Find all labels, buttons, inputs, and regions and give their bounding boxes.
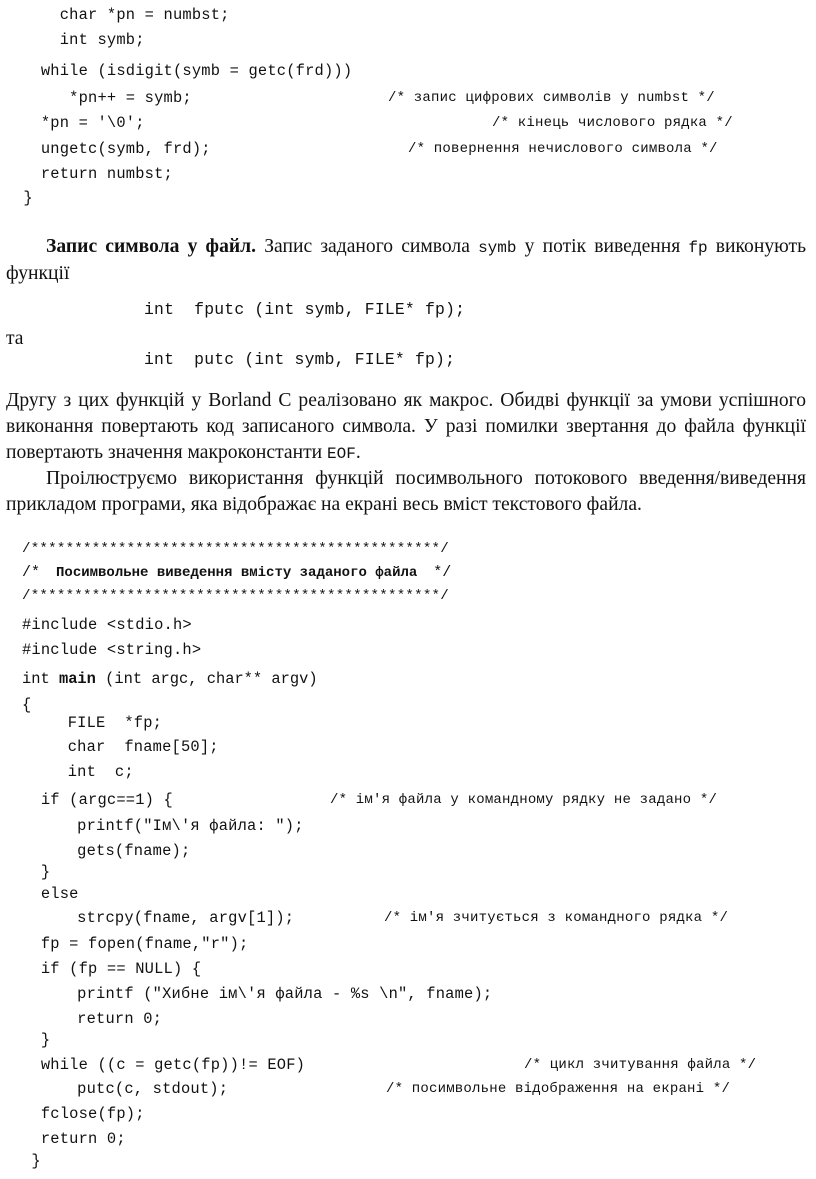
include-line: #include <stdio.h> [22,616,192,634]
code-line: int symb; [22,31,145,49]
code-line: *pn++ = symb; [22,89,192,107]
code-line: ungetc(symb, frd); [22,140,211,158]
code-line: while (isdigit(symb = getc(frd))) [22,62,353,80]
code-line: fclose(fp); [22,1105,145,1123]
code-line: return numbst; [22,165,173,183]
code-line: } [14,189,33,207]
code-comment: /* цикл зчитування файла */ [524,1057,757,1073]
code-line: gets(fname); [30,842,191,860]
code-line: putc(c, stdout); [30,1080,229,1098]
code-line: int c; [30,763,134,781]
code-line: return 0; [22,1130,126,1148]
prototype-fputc: int fputc (int symb, FILE* fp); [144,300,466,319]
code-line: printf("Ім\'я файла: "); [30,817,304,835]
banner-title: Посимвольне виведення вмісту заданого файла [56,565,418,581]
code-line: { [22,696,32,714]
inline-code: symb [478,239,517,257]
code-comment: /* кінець числового рядка */ [492,115,733,131]
code-line: char fname[50]; [30,738,219,756]
code-line: while ((c = getc(fp))!= EOF) [22,1056,306,1074]
code-line: if (fp == NULL) { [22,960,202,978]
code-comment: /* ім'я зчитується з командного рядка */ [384,910,729,926]
include-line: #include <string.h> [22,641,202,659]
inline-code: EOF [327,445,356,463]
code-line: printf ("Хибне ім\'я файла - %s \n", fname); [30,985,493,1003]
code-line: if (argc==1) { [22,791,173,809]
conjunction-text: та [6,328,24,349]
code-comment: /* повернення нечислового символа */ [408,141,718,157]
code-line: } [22,863,51,881]
code-line: } [22,1152,41,1170]
code-line: char *pn = numbst; [22,6,230,24]
section-heading: Запис символа у файл. [46,236,257,257]
banner-title-line: /* Посимвольне виведення вмісту заданого файла */ [22,564,452,581]
section-intro-paragraph: Запис символа у файл. Запис заданого символа symb у потік виведення fp виконують функції [6,236,807,284]
body-paragraph: Другу з цих функцій у Borland C реалізовано як макрос. Обидві функції за умови успішного виконання повертають код записаного символа. У разі помилки звертання до файла функції повертають значення макроконстанти EOF. [6,390,806,463]
banner-stars: /***********************************************/ [22,588,449,604]
code-line: *pn = '\0'; [22,114,145,132]
code-line: } [22,1031,51,1049]
body-paragraph: Проілюструємо використання функцій посимвольного потокового введення/виведення прикладом програми, яка відображає на екрані весь вміст текстового файла. [6,468,806,515]
code-line: return 0; [30,1010,163,1028]
inline-code: fp [688,239,708,257]
prototype-putc: int putc (int symb, FILE* fp); [144,350,456,369]
code-line: fp = fopen(fname,"r"); [22,935,249,953]
code-comment: /* посимвольне відображення на екрані */ [386,1081,731,1097]
main-signature: int main (int argc, char** argv) [22,670,318,688]
banner-stars: /***********************************************/ [22,541,449,557]
code-line: strcpy(fname, argv[1]); [30,909,295,927]
code-line: FILE *fp; [30,714,163,732]
code-comment: /* запис цифрових символів у numbst */ [388,90,715,106]
code-comment: /* ім'я файла у командному рядку не задано */ [330,792,718,808]
code-line: else [22,885,79,903]
